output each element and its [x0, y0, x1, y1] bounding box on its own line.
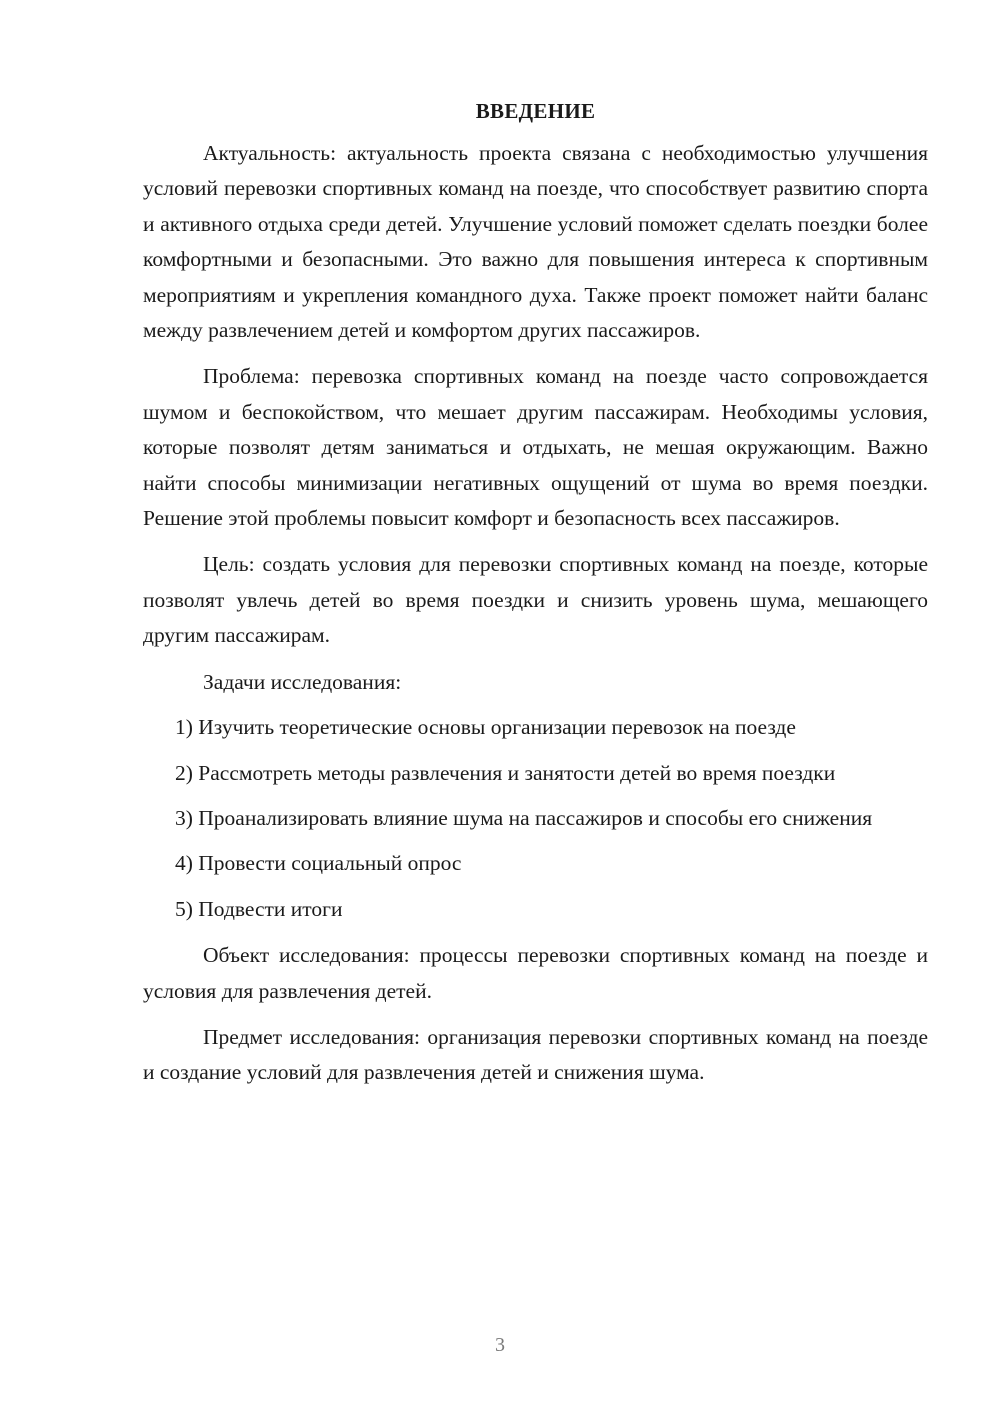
paragraph-problem: Проблема: перевозка спортивных команд на поезде часто сопровождается шумом и беспокойством, что мешает другим пассажирам. Необходимы условия, которые позволят детям заниматься и отдыхать, не мешая окружающим. Важно найти способы минимизации негативных ощущений от шума во время поездки. Решение этой проблемы повысит комфорт и безопасность всех пассажиров.	[143, 364, 928, 531]
paragraph-subject: Предмет исследования: организация перевозки спортивных команд на поезде и создание условий для развлечения детей и снижения шума.	[143, 1024, 928, 1085]
task-item-1: 1) Изучить теоретические основы организации перевозок на поезде	[175, 715, 796, 740]
page-number: 3	[495, 1334, 505, 1356]
paragraph-goal: Цель: создать условия для перевозки спортивных команд на поезде, которые позволят увлечь детей во время поездки и снизить уровень шума, мешающего другим пассажирам.	[143, 552, 928, 648]
task-item-3: 3) Проанализировать влияние шума на пассажиров и способы его снижения	[175, 805, 873, 830]
task-item-5: 5) Подвести итоги	[175, 896, 343, 921]
document-page	[143, 96, 928, 1091]
tasks-heading: Задачи исследования:	[203, 669, 402, 694]
paragraph-object: Объект исследования: процессы перевозки спортивных команд на поезде и условия для развлечения детей.	[143, 943, 928, 1003]
page-title: ВВЕДЕНИЕ	[475, 99, 596, 123]
task-item-4: 4) Провести социальный опрос	[175, 851, 462, 876]
task-item-2: 2) Рассмотреть методы развлечения и занятости детей во время поездки	[175, 760, 836, 785]
paragraph-relevance: Актуальность: актуальность проекта связана с необходимостью улучшения условий перевозки спортивных команд на поезде, что способствует развитию спорта и активного отдыха среди детей. Улучшение условий поможет сделать поездки более комфортными и безопасными. Это важно для повышения интереса к спортивным мероприятиям и укрепления командного духа. Также проект поможет найти баланс между развлечением детей и комфортом других пассажиров.	[143, 141, 928, 343]
